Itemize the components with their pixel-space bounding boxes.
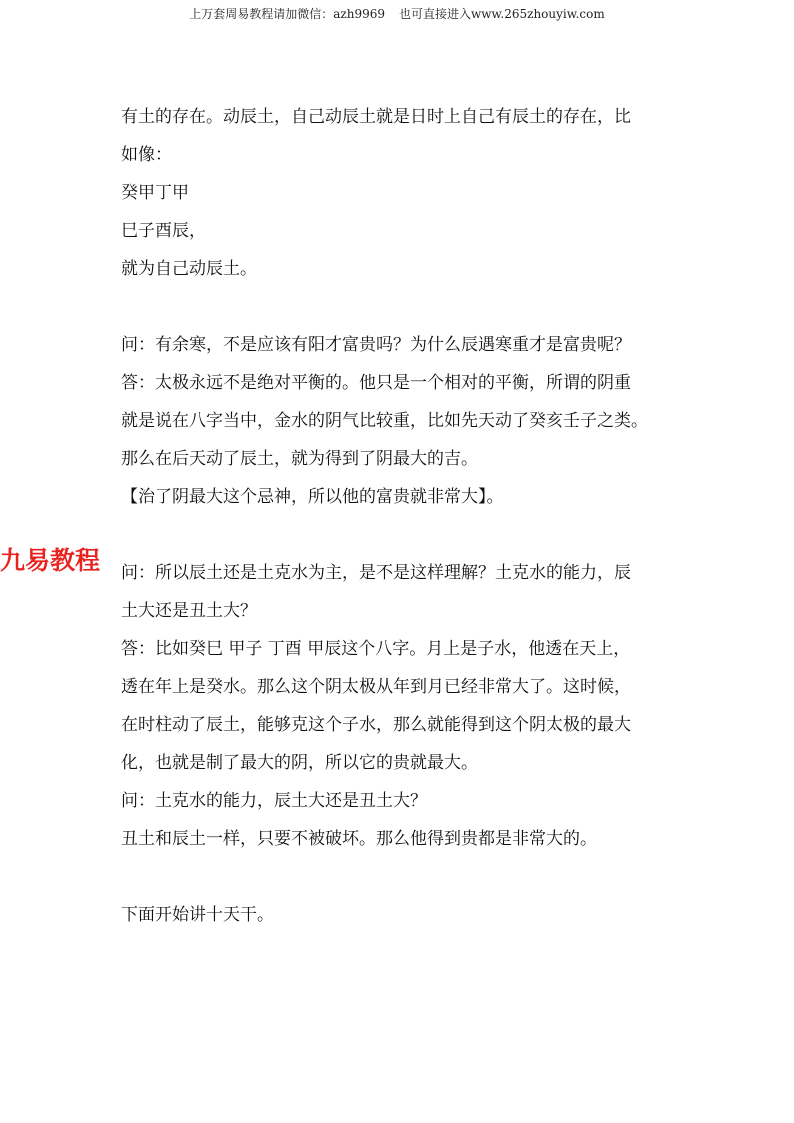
paragraph-line: 就为自己动辰土。 xyxy=(121,259,257,279)
answer-line: 在时柱动了辰土，能够克这个子水，那么就能得到这个阴太极的最大 xyxy=(121,715,631,735)
closing-line: 下面开始讲十天干。 xyxy=(121,905,274,925)
bazi-stems-line: 癸甲丁甲 xyxy=(121,183,189,203)
answer-line: 化，也就是制了最大的阴，所以它的贵就最大。 xyxy=(121,753,478,773)
bracket-note-line: 【治了阴最大这个忌神，所以他的富贵就非常大】。 xyxy=(121,487,504,507)
question-line: 问：所以辰土还是土克水为主，是不是这样理解？土克水的能力，辰 xyxy=(121,563,631,583)
question-line: 问：土克水的能力，辰土大还是丑土大？ xyxy=(121,791,427,811)
answer-line: 那么在后天动了辰土，就为得到了阴最大的吉。 xyxy=(121,449,478,469)
paragraph-line: 如像： xyxy=(121,145,172,165)
header-wechat-text: 上万套周易教程请加微信：azh9969 xyxy=(189,7,386,21)
document-body xyxy=(121,98,681,934)
question-line: 问：有余寒，不是应该有阳才富贵吗？为什么辰遇寒重才是富贵呢？ xyxy=(121,335,631,355)
answer-line: 透在年上是癸水。那么这个阴太极从年到月已经非常大了。这时候， xyxy=(121,677,631,697)
page-header xyxy=(0,6,794,22)
answer-line: 答：太极永远不是绝对平衡的。他只是一个相对的平衡，所谓的阴重 xyxy=(121,373,631,393)
answer-line: 答：比如癸巳 甲子 丁酉 甲辰这个八字。月上是子水，他透在天上， xyxy=(121,639,631,659)
answer-line: 就是说在八字当中，金水的阴气比较重，比如先天动了癸亥壬子之类。 xyxy=(121,411,648,431)
bazi-branches-line: 巳子酉辰， xyxy=(121,221,206,241)
paragraph-line: 有土的存在。动辰土，自己动辰土就是日时上自己有辰土的存在，比 xyxy=(121,107,631,127)
blank-line xyxy=(121,858,681,896)
watermark-logo: 九易教程 xyxy=(0,546,101,575)
blank-line xyxy=(121,288,681,326)
question-line: 土大还是丑土大？ xyxy=(121,601,257,621)
answer-line: 丑土和辰土一样，只要不被破坏。那么他得到贵都是非常大的。 xyxy=(121,829,597,849)
header-website-text: 也可直接进入www.265zhouyiw.com xyxy=(399,7,605,21)
blank-line xyxy=(121,516,681,554)
